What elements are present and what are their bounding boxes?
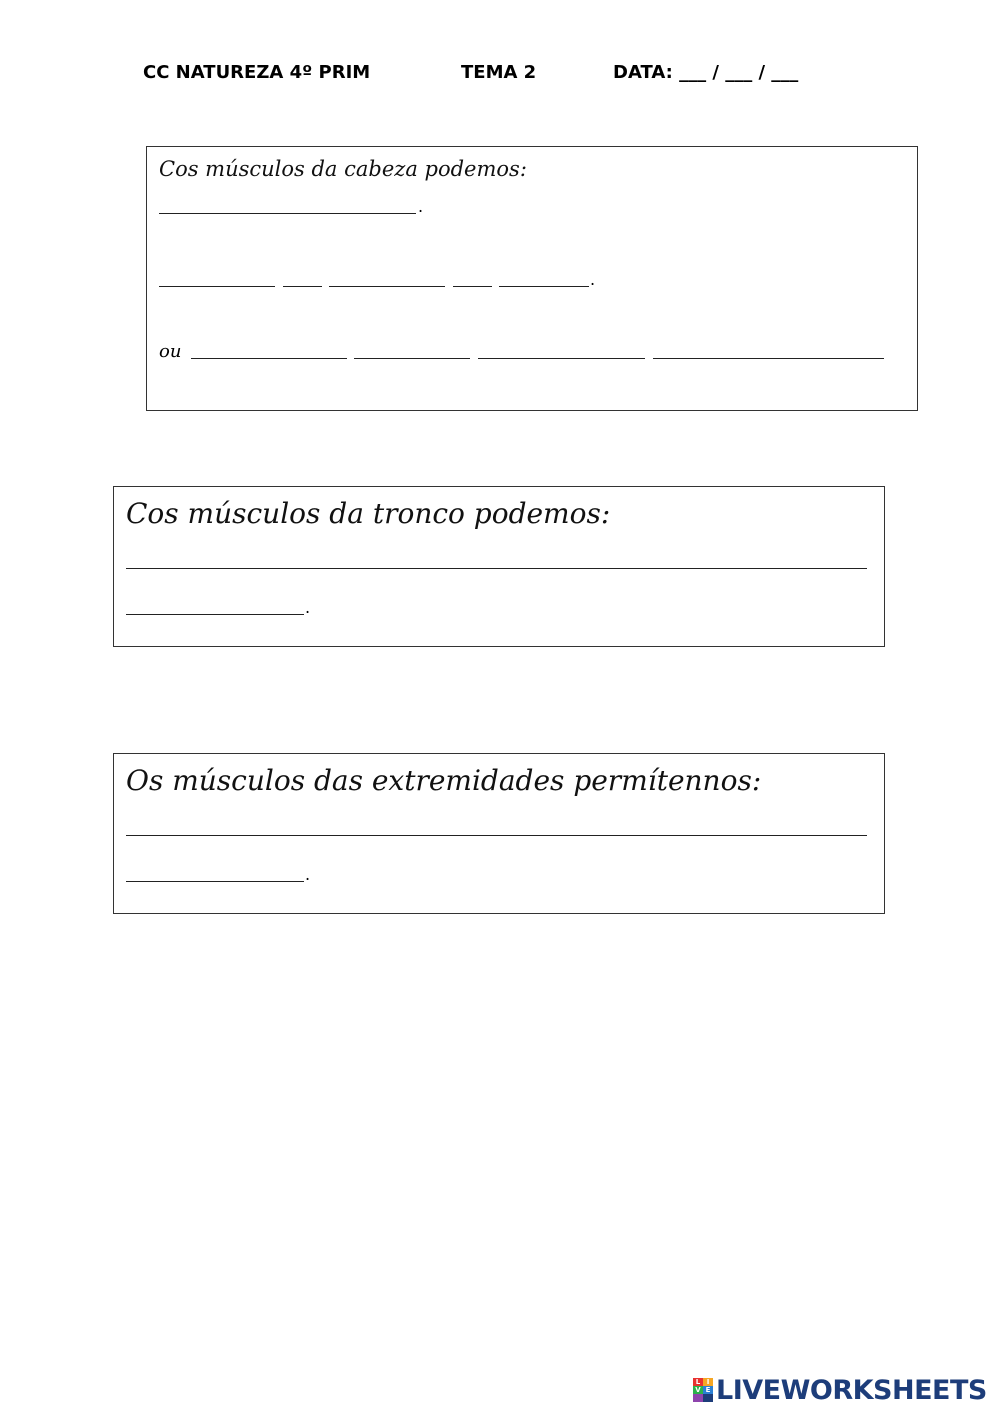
mark-letter: V <box>693 1386 703 1394</box>
answer-blank[interactable] <box>126 881 304 882</box>
mark-block <box>693 1394 703 1402</box>
answer-blank[interactable] <box>126 835 867 836</box>
period: . <box>590 270 596 289</box>
answer-blank[interactable] <box>191 358 347 359</box>
answer-blank[interactable] <box>653 358 884 359</box>
period: . <box>305 598 311 617</box>
date-field[interactable]: DATA: ___ / ___ / ___ <box>613 62 799 83</box>
answer-blank[interactable] <box>126 614 304 615</box>
or-word: ou <box>159 341 182 362</box>
trunk-muscles-box <box>113 486 885 647</box>
answer-blank[interactable] <box>354 358 470 359</box>
answer-blank[interactable] <box>126 568 867 569</box>
brand-name: LIVEWORKSHEETS <box>716 1374 987 1406</box>
head-muscles-prompt: Cos músculos da cabeza podemos: <box>159 157 527 181</box>
tema-label: TEMA 2 <box>461 62 537 83</box>
answer-blank[interactable] <box>283 286 322 287</box>
answer-blank[interactable] <box>159 286 275 287</box>
trunk-muscles-prompt: Cos músculos da tronco podemos: <box>126 497 611 530</box>
worksheet-header <box>0 62 1000 90</box>
answer-blank[interactable] <box>159 213 416 214</box>
answer-blank[interactable] <box>499 286 589 287</box>
liveworksheets-logo[interactable] <box>693 1376 987 1404</box>
limbs-muscles-prompt: Os músculos das extremidades permítennos: <box>126 764 762 797</box>
mark-block <box>703 1394 713 1402</box>
mark-letter: I <box>703 1378 713 1386</box>
head-muscles-box <box>146 146 918 411</box>
subject-title: CC NATUREZA 4º PRIM <box>143 62 371 83</box>
period: . <box>305 865 311 884</box>
answer-blank[interactable] <box>478 358 645 359</box>
mark-letter: L <box>693 1378 703 1386</box>
period: . <box>418 197 424 216</box>
answer-blank[interactable] <box>453 286 492 287</box>
answer-blank[interactable] <box>329 286 445 287</box>
limbs-muscles-box <box>113 753 885 914</box>
liveworksheets-mark-icon <box>693 1378 713 1402</box>
mark-letter: E <box>703 1386 713 1394</box>
